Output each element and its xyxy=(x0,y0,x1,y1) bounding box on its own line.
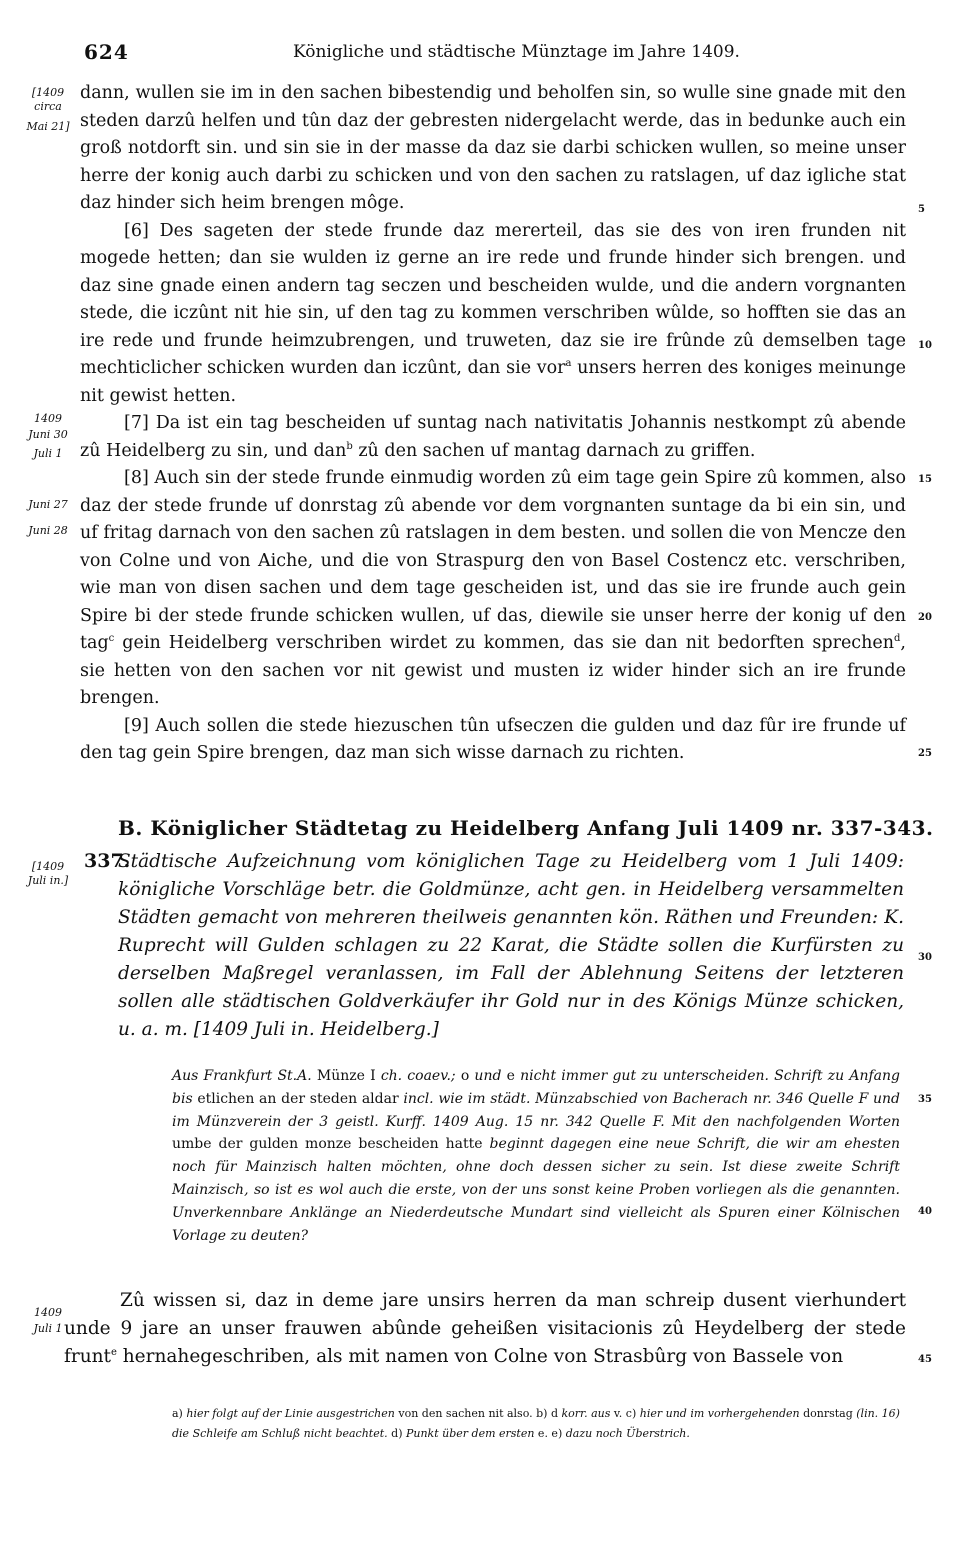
paragraph: [9] Auch sollen die stede hiezuschen tûn ufseczen die gulden und daz fûr ire frunde uf den tag gein Spire brengen, daz man sich wisse darnach zu richten. xyxy=(80,715,906,763)
margin-date: Juli in.] xyxy=(27,874,69,887)
margin-date: Juni 30 xyxy=(28,428,68,441)
line-number: 15 xyxy=(918,474,932,485)
footnote-text: d) xyxy=(387,1427,406,1440)
paragraph-text: , sie hetten von den sachen vor nit gewist und musten iz wider hinder sich an ire frunde brengen. xyxy=(80,633,906,708)
margin-date: Juli 1 xyxy=(33,1322,63,1335)
document-summary: Städtische Aufzeichnung vom königlichen Tage zu Heidelberg vom 1 Juli 1409: königliche Vorschläge betr. die Goldmünze, acht gen. in Heidelberg versammelten Städten gemacht von mehreren theilweis genannten kön. Räthen und Freunden: K. Ruprecht will Gulden schlagen zu 22 Karat, die Städte sollen die Kurfürsten zu derselben Maßregel veranlassen, im Fall der Ablehnung Seitens der letzteren sollen alle städtischen Goldverkäufer ihr Gold nur in des Königs Münze schicken, u. a. m. [1409 Juli in. Heidelberg.] xyxy=(118,851,904,1040)
source-text: incl. wie im städt. Münzabschied von Bacherach nr. 346 Quelle F und im Münzverein der 3 geistl. Kurff. 1409 Aug. 15 nr. 342 Quelle F. Mit den nachfolgenden Worten xyxy=(172,1090,900,1130)
footnote-text: hier folgt auf der Linie ausgestrichen xyxy=(186,1407,395,1420)
footnote-mark: d xyxy=(894,633,901,645)
line-number: 5 xyxy=(918,204,925,215)
paragraph xyxy=(80,218,906,411)
source-text: ch. coaev.; xyxy=(380,1068,461,1084)
running-title: Königliche und städtische Münztage im Jahre 1409. xyxy=(293,42,740,62)
source-text: und xyxy=(469,1068,507,1084)
footnote-text: hier und im vorhergehenden xyxy=(639,1407,800,1420)
body-text: hernahegeschriben, als mit namen von Colne von Strasbûrg von Bassele von xyxy=(116,1346,844,1367)
source-text: o xyxy=(460,1068,470,1084)
section-title: B. Königlicher Städtetag zu Heidelberg Anfang Juli 1409 nr. 337-343. xyxy=(118,816,934,840)
document-body xyxy=(64,1287,906,1371)
margin-date: 1409 xyxy=(34,1306,62,1319)
margin-date: Juni 27 xyxy=(28,498,68,511)
page-header xyxy=(78,40,910,70)
footnote-mark: e xyxy=(110,1346,117,1358)
margin-date: circa xyxy=(34,100,62,113)
footnote-text: korr. aus xyxy=(561,1407,611,1420)
footnotes xyxy=(172,1404,900,1444)
line-number: 25 xyxy=(918,748,932,759)
footnote-text: (lin. 16) die Schleife am Schluß nicht beachtet. xyxy=(172,1407,900,1440)
source-text: Münze I xyxy=(311,1068,381,1084)
line-number: 45 xyxy=(918,1354,932,1365)
footnote-mark: c xyxy=(108,633,115,645)
line-number: 10 xyxy=(918,340,932,351)
line-number: 40 xyxy=(918,1206,932,1217)
margin-date: Juni 28 xyxy=(28,524,68,537)
source-text: umbe der gulden monze bescheiden hatte xyxy=(172,1136,483,1153)
margin-date: Juli 1 xyxy=(33,447,63,460)
footnote-text: Punkt über dem ersten xyxy=(405,1427,535,1440)
source-note xyxy=(172,1065,900,1247)
main-text xyxy=(80,80,906,768)
footnote-text: von den sachen nit also. b) d xyxy=(394,1407,562,1420)
footnote-text: donrstag xyxy=(799,1407,857,1420)
footnote-text: dazu noch Überstrich. xyxy=(565,1427,690,1440)
footnote-text: e. e) xyxy=(534,1427,566,1440)
source-text: e xyxy=(506,1068,515,1084)
line-number: 35 xyxy=(918,1094,932,1105)
margin-date: [1409 xyxy=(31,860,65,873)
paragraph-text: unsers herren des koniges meinunge nit gewist hetten. xyxy=(80,358,906,406)
source-text: nicht immer gut zu unterscheiden. Schrift zu Anfang bis xyxy=(172,1068,900,1107)
paragraph-text: [7] Da ist ein tag bescheiden uf suntag nach nativitatis Johannis nestkompt zû abende zû Heidelberg zu sin, und dan xyxy=(80,413,906,461)
document-number: 337. xyxy=(84,850,131,872)
paragraph-text: [8] Auch sin der stede frunde einmudig worden zû eim tage gein Spire zû kommen, also daz der stede frunde uf donrstag zû abende vor dem vorgnanten suntage da bi ein sin, und uf fritag darnach von den sachen zû ratslagen in dem besten. und sollen die von Mencze den von Colne und von Aiche, und die von Straspurg den von Basel Costencz etc. verschriben, wie man von disen sachen und dem tage gescheiden ist, und das sie ire frunde auch gein Spire bi der stede frunde schicken wullen, uf das, diewile sie unser herre der konig uf den tag xyxy=(80,468,906,653)
line-number: 20 xyxy=(918,612,932,623)
paragraph xyxy=(80,465,906,713)
margin-date: Mai 21] xyxy=(26,120,70,133)
source-text: beginnt dagegen eine neue Schrift, die wir am ehesten noch für Mainzisch halten möchten, ohne doch dessen sicher zu sein. Ist diese zweite Schrift Mainzisch, so ist es wol auch die erste, von der uns sonst keine Proben vorliegen als die genannten. Unverkennbare Anklänge an Niederdeutsche Mundart sind vielleicht als Spuren einer Kölnischen Vorlage zu deuten? xyxy=(172,1136,900,1244)
footnote-text: a) xyxy=(172,1407,187,1420)
margin-date: 1409 xyxy=(34,412,62,425)
footnote-text: v. c) xyxy=(610,1407,640,1420)
paragraph: dann, wullen sie im in den sachen bibestendig und beholfen sin, so wulle sine gnade mit den steden darzû helfen und tûn daz der gebresten nidergelacht werde, das in bedunke auch ein groß notdorft sin. und sin sie in der masse da daz sie darbi schicken wullen, so meine unser herre der konig auch darbi zu schicken und von den sachen zu ratslagen, uf daz igliche stat daz hinder sich heim brengen môge. xyxy=(80,83,906,213)
paragraph xyxy=(80,410,906,465)
margin-date: [1409 xyxy=(31,86,65,99)
source-text: etlichen an der steden aldar xyxy=(197,1090,399,1107)
page-number: 624 xyxy=(84,40,129,64)
paragraph-text: gein Heidelberg verschriben wirdet zu kommen, das sie dan nit bedorften sprechen xyxy=(114,633,895,653)
footnote-mark: a xyxy=(565,358,572,370)
source-text: Aus Frankfurt St.A. xyxy=(172,1068,312,1084)
paragraph-text: [6] Des sageten der stede frunde daz mererteil, das sie des von iren frunden nit mogede hetten; dan sie wulden iz gerne an ire rede und frunde hinder sich brengen. und daz sine gnade einen andern tag seczen und bescheiden wulde, und die andern vorgnanten stede, die iczûnt nit hie sin, uf den tag zu kommen verschriben wûlde, so hofften sie das an ire rede und frunde heimzubrengen, und truweten, daz sie ire frûnde zû demselben tage mechticlicher schicken wurden dan iczûnt, dan sie vor xyxy=(80,220,906,378)
line-number: 30 xyxy=(918,952,932,963)
body-text: Zû wissen si, daz in deme jare unsirs herren da man schreip dusent vierhundert unde 9 jare an unser frauwen abûnde geheißen visitacionis zû Heydelberg der stede frunt xyxy=(64,1290,906,1367)
footnote-mark: b xyxy=(346,440,353,452)
paragraph-text: zû den sachen uf mantag darnach zu griffen. xyxy=(352,440,756,461)
